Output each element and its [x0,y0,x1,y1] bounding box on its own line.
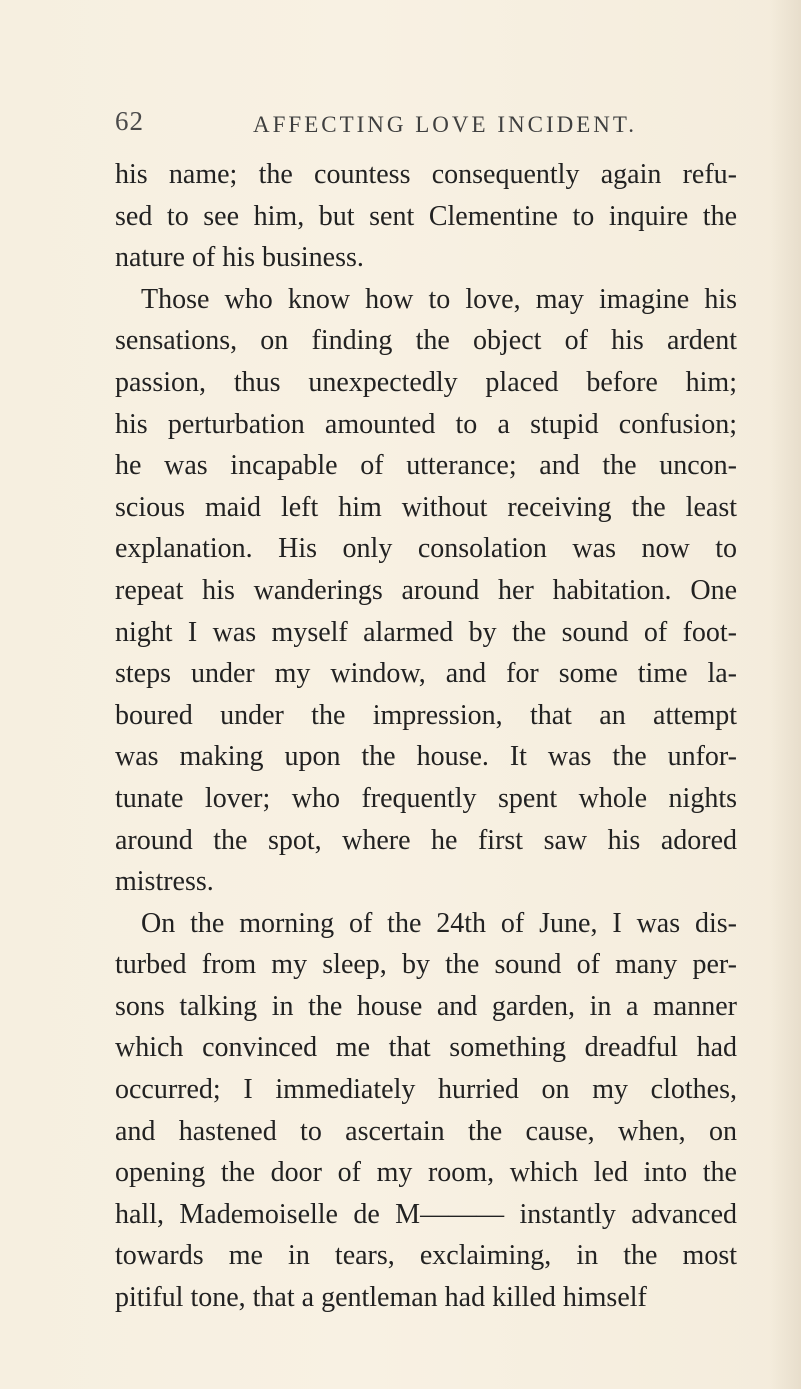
text-line: which convinced me that something dreadful had [115,1032,737,1064]
text-line: sensations, on finding the object of his ardent [115,325,737,357]
text-line: pitiful tone, that a gentleman had killed himself [115,1282,647,1314]
text-line: explanation. His only consolation was now to [115,533,737,565]
text-line: his name; the countess consequently again refu- [115,159,737,190]
text-line: sons talking in the house and garden, in a manner [115,990,737,1022]
text-line: and hastened to ascertain the cause, when, on [115,1115,737,1147]
text-line: towards me in tears, exclaiming, in the most [115,1240,737,1272]
text-line: tunate lover; who frequently spent whole nights [115,782,737,814]
text-line: occurred; I immediately hurried on my clothes, [115,1074,737,1106]
text-line: night I was myself alarmed by the sound of foot- [115,616,737,648]
page-number: 62 [115,106,144,136]
text-line: sed to see him, but sent Clementine to inquire the [115,200,737,232]
text-line: around the spot, where he first saw his adored [115,824,737,856]
text-line: repeat his wanderings around her habitation. One [115,574,737,606]
text-line: On the morning of the 24th of June, I was dis- [141,907,737,939]
page-gutter-shadow [769,0,801,1389]
text-line: he was incapable of utterance; and the uncon- [115,450,737,482]
running-title: AFFECTING LOVE INCIDENT. [253,112,637,137]
text-line: turbed from my sleep, by the sound of many per- [115,949,737,981]
text-line: mistress. [115,866,214,898]
text-line: scious maid left him without receiving the least [115,491,737,523]
text-line: opening the door of my room, which led into the [115,1157,737,1189]
text-line: Those who know how to love, may imagine his [141,283,737,315]
text-line: was making upon the house. It was the unfor- [115,741,737,773]
text-line: his perturbation amounted to a stupid confusion; [115,408,737,440]
text-line: passion, thus unexpectedly placed before him; [115,366,737,398]
text-line: hall, Mademoiselle de M——— instantly advanced [115,1198,737,1230]
text-line: nature of his business. [115,242,364,274]
text-line: steps under my window, and for some time la- [115,658,737,690]
text-line: boured under the impression, that an attempt [115,699,737,731]
body-text [115,154,737,1319]
running-head [115,104,725,148]
